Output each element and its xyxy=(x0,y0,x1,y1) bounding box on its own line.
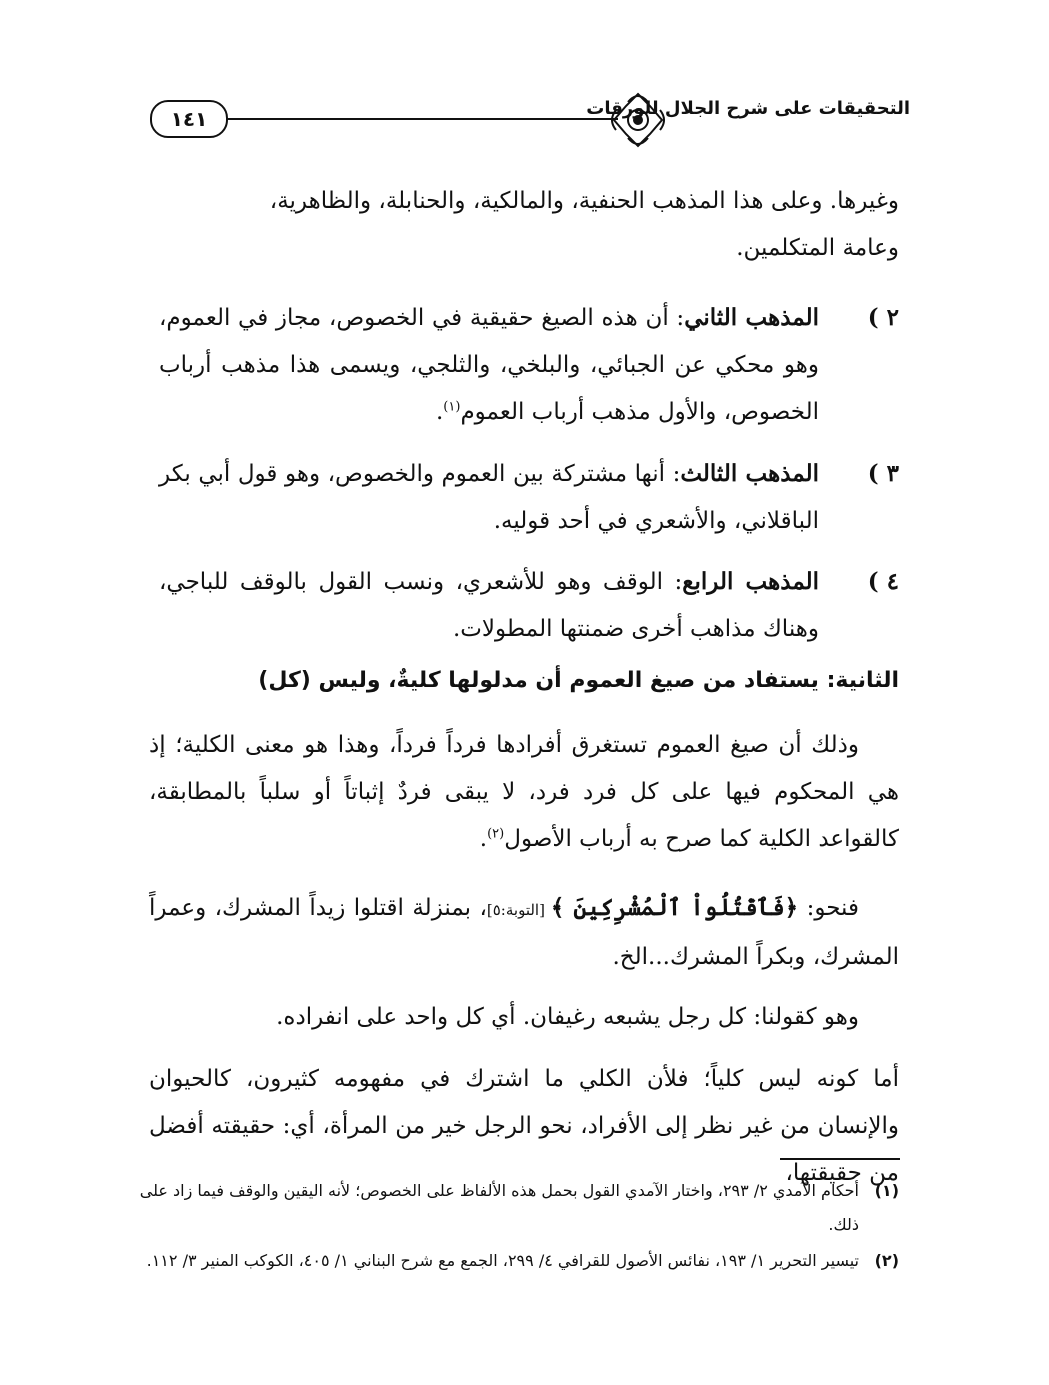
paragraph-text: ، بمنزلة اقتلوا زيداً المشرك، وعمراً المشرك، وبكراً المشرك...الخ. xyxy=(149,895,899,970)
paragraph-example xyxy=(149,884,899,981)
item-text: : أن هذه الصيغ حقيقية في الخصوص، مجاز في العموم، وهو محكي عن الجبائي، والبلخي، والثلجي، ويسمى هذا مذهب أرباب الخصوص، والأول مذهب أرباب العموم xyxy=(159,305,819,425)
punctuation: . xyxy=(479,826,488,852)
paragraph-text: فنحو: xyxy=(798,895,859,921)
footnote-text: تيسير التحرير ١/ ١٩٣، نفائس الأصول للقرافي ٤/ ٢٩٩، الجمع مع شرح البناني ١/ ٤٠٥، الكوكب المنير ٣/ ١١٢. xyxy=(146,1251,859,1270)
paragraph-text: وذلك أن صيغ العموم تستغرق أفرادها فرداً فرداً، وهذا هو معنى الكلية؛ إذ هي المحكوم فيها على كل فرد فرد، لا يبقى فردٌ إثباتاً أو سلباً بالمطابقة، كالقواعد الكلية كما صرح به أرباب الأصول xyxy=(149,732,899,852)
paragraph-text: وهو كقولنا: كل رجل يشبعه رغيفان. أي كل واحد على انفراده. xyxy=(276,1004,859,1030)
text-line: وغيرها. وعلى هذا المذهب الحنفية، والمالكية، والحنابلة، والظاهرية، xyxy=(269,188,899,214)
punctuation: . xyxy=(435,399,444,425)
section-heading: الثانية: يستفاد من صيغ العموم أن مدلولها كليةٌ، وليس (كل) xyxy=(258,668,899,693)
item-label: المذهب الرابع xyxy=(682,568,820,595)
item-body xyxy=(159,450,819,545)
verse-reference: [التوبة:٥] xyxy=(486,901,551,919)
quran-verse: ﴿فَٱقْتُلُواْ ٱلْمُشْرِكِينَ ﴾ xyxy=(550,894,799,921)
item-label: المذهب الثالث xyxy=(680,460,819,487)
paragraph-analogy xyxy=(149,994,899,1041)
page-number-badge: ١٤١ xyxy=(150,100,228,138)
paragraph-text: أما كونه ليس كلياً؛ فلأن الكلي ما اشترك في مفهومه كثيرون، كالحيوان والإنسان من غير نظر إلى الأفراد، نحو الرجل خير من المرأة، أي: حقيقته أفضل من حقيقتها، xyxy=(149,1066,899,1186)
item-number: ٤ ) xyxy=(867,568,899,595)
footnote-marker[interactable]: (١) xyxy=(443,399,461,415)
page-header xyxy=(130,80,910,150)
footnote-number: (١) xyxy=(874,1181,899,1200)
item-text: : الوقف وهو للأشعري، ونسب القول بالوقف للباجي، وهناك مذاهب أخرى ضمنتها المطولات. xyxy=(159,569,819,642)
footnote-1 xyxy=(139,1174,899,1242)
item-number: ٢ ) xyxy=(867,304,899,331)
running-title: التحقيقات على شرح الجلال للورقات xyxy=(586,98,910,119)
footnote-separator xyxy=(780,1158,900,1160)
footnote-number: (٢) xyxy=(874,1251,899,1270)
madhhab-item-2 xyxy=(159,294,899,436)
paragraph-continuation xyxy=(219,178,899,272)
text-line: وعامة المتكلمين. xyxy=(736,235,899,261)
madhhab-item-3 xyxy=(159,450,899,545)
item-body xyxy=(159,558,819,653)
footnote-2 xyxy=(139,1244,899,1278)
item-label: المذهب الثاني xyxy=(684,304,819,331)
header-rule xyxy=(226,118,618,120)
item-number: ٣ ) xyxy=(867,460,899,487)
item-body xyxy=(159,294,819,436)
madhhab-item-4 xyxy=(159,558,899,653)
footnote-marker[interactable]: (٢) xyxy=(487,826,505,842)
item-text: : أنها مشتركة بين العموم والخصوص، وهو قول أبي بكر الباقلاني، والأشعري في أحد قوليه. xyxy=(159,461,819,534)
paragraph-kulliyya xyxy=(149,722,899,863)
footnote-text: أحكام الآمدي ٢/ ٢٩٣، واختار الآمدي القول بحمل هذه الألفاظ على الخصوص؛ لأنه اليقين والوقف فيما زاد على ذلك. xyxy=(139,1181,859,1234)
